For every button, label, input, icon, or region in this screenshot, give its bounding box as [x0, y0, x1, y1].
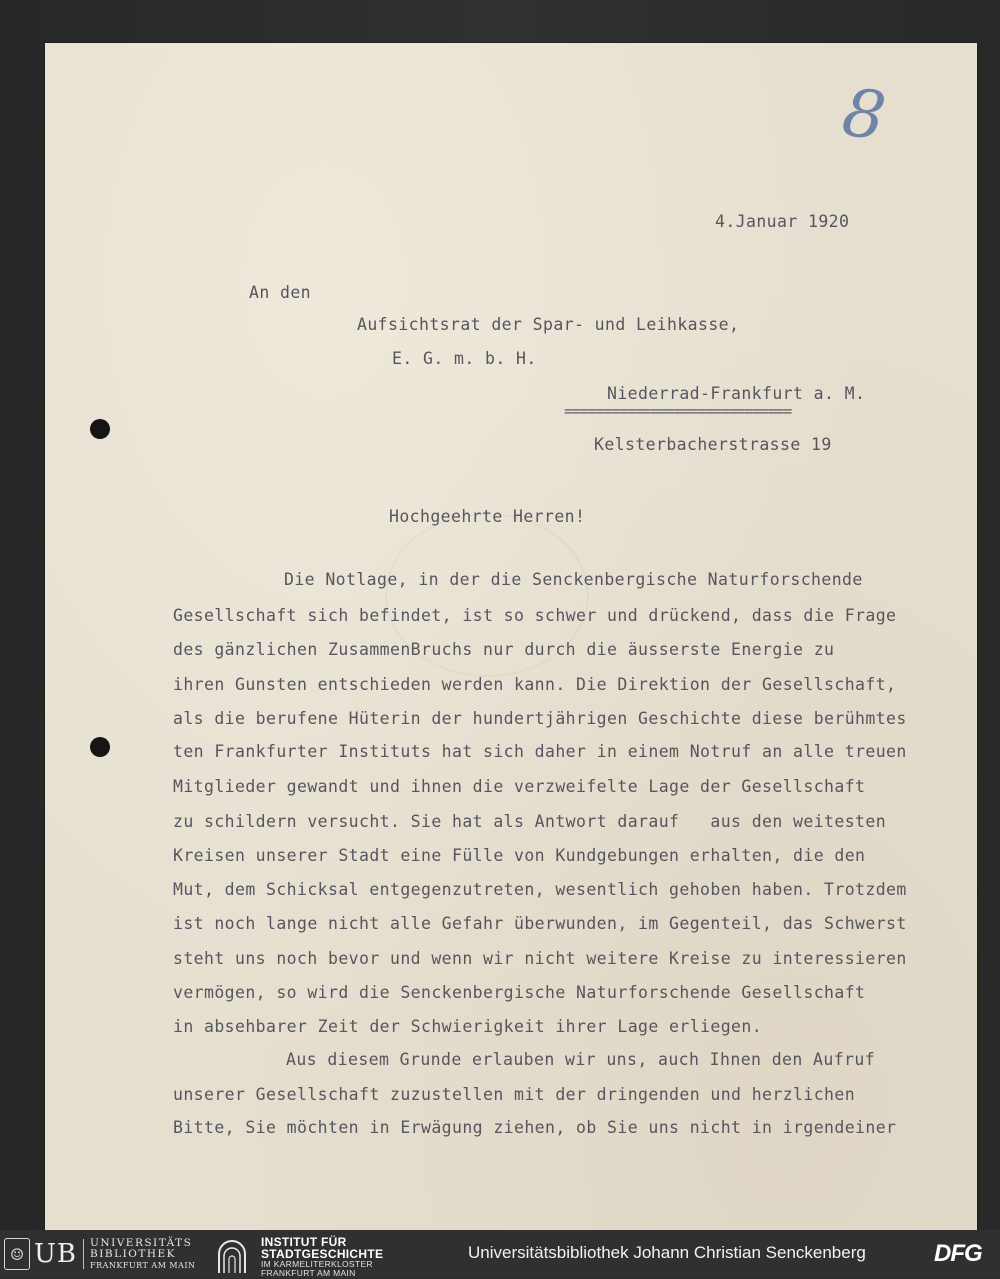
ifs-logo-line-2: STADTGESCHICHTE [261, 1247, 384, 1261]
ifs-logo-line-4: FRANKFURT AM MAIN [261, 1268, 356, 1278]
ub-logo-line-3: FRANKFURT AM MAIN [90, 1260, 196, 1270]
body-line: Mut, dem Schicksal entgegenzutreten, wesentlich gehoben haben. Trotzdem [173, 880, 907, 899]
body-line: Gesellschaft sich befindet, ist so schwer und drückend, dass die Frage [173, 606, 897, 625]
body-line: in absehbarer Zeit der Schwierigkeit ihrer Lage erliegen. [173, 1017, 763, 1036]
ub-logo-line-1: UNIVERSITÄTS [90, 1236, 193, 1249]
body-line: vermögen, so wird die Senckenbergische Naturforschende Gesellschaft [173, 983, 866, 1002]
body-line: ten Frankfurter Instituts hat sich daher in einem Notruf an alle treuen [173, 742, 907, 761]
letter-date: 4.Januar 1920 [715, 212, 850, 231]
ifs-logo[interactable] [215, 1236, 383, 1278]
address-line-2: E. G. m. b. H. [392, 349, 537, 368]
handwritten-page-number: 8 [837, 73, 891, 156]
body-line: ihren Gunsten entschieden werden kann. Die Direktion der Gesellschaft, [173, 675, 897, 694]
body-line: Kreisen unserer Stadt eine Fülle von Kundgebungen erhalten, die den [173, 846, 866, 865]
body-line: steht uns noch bevor und wenn wir nicht weitere Kreise zu interessieren [173, 949, 907, 968]
ifs-logo-line-3: IM KARMELITERKLOSTER [261, 1259, 373, 1269]
library-name-link[interactable]: Universitätsbibliothek Johann Christian Senckenberg [468, 1243, 866, 1262]
body-line: zu schildern versucht. Sie hat als Antwort darauf aus den weitesten [173, 812, 887, 831]
punch-hole-bottom [90, 737, 110, 757]
body-line: Die Notlage, in der die Senckenbergische Naturforschende [284, 570, 863, 589]
body-line: Bitte, Sie möchten in Erwägung ziehen, ob Sie uns nicht in irgendeiner [173, 1118, 897, 1137]
ifs-logo-line-1: INSTITUT FÜR [261, 1235, 347, 1249]
ub-logo[interactable] [4, 1237, 196, 1271]
body-line: ist noch lange nicht alle Gefahr überwunden, im Gegenteil, das Schwerst [173, 914, 907, 933]
address-to: An den [249, 283, 312, 302]
greeting: Hochgeehrte Herren! [389, 507, 586, 526]
address-underline: ============================= [564, 402, 792, 420]
ub-logo-text [90, 1238, 196, 1271]
body-line: Aus diesem Grunde erlauben wir uns, auch Ihnen den Aufruf [286, 1050, 876, 1069]
logo-divider [83, 1239, 84, 1269]
body-line: des gänzlichen ZusammenBruchs nur durch die äusserste Energie zu [173, 640, 835, 659]
portrait-seal-icon: ☺ [4, 1238, 30, 1270]
address-line-3: Niederrad-Frankfurt a. M. [607, 384, 866, 403]
body-line: Mitglieder gewandt und ihnen die verzweifelte Lage der Gesellschaft [173, 777, 866, 796]
arch-icon [215, 1240, 249, 1274]
ifs-logo-text [261, 1236, 383, 1278]
dfg-logo[interactable]: DFG [934, 1240, 982, 1267]
address-line-1: Aufsichtsrat der Spar- und Leihkasse, [357, 315, 740, 334]
body-line: als die berufene Hüterin der hundertjährigen Geschichte diese berühmtes [173, 709, 907, 728]
ub-logo-line-2: BIBLIOTHEK [90, 1247, 177, 1260]
ub-logo-letters: UB [34, 1239, 78, 1269]
address-line-4: Kelsterbacherstrasse 19 [594, 435, 832, 454]
punch-hole-top [90, 419, 110, 439]
body-line: unserer Gesellschaft zuzustellen mit der dringenden und herzlichen [173, 1085, 856, 1104]
